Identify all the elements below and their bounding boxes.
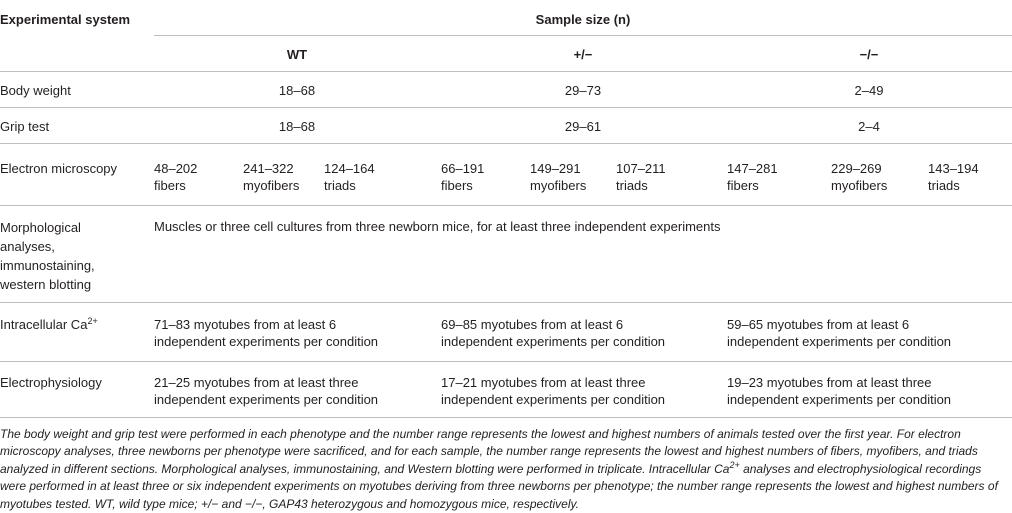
row-divider — [0, 361, 1012, 362]
row-body-weight-hom: 2–49 — [854, 83, 884, 98]
row-ca-label: Intracellular $Ca^{2+}$ — [0, 316, 98, 332]
row-ca-hom: 59–65 myotubes from at least 6 independent experiments per condition — [727, 317, 952, 349]
row-grip-label: Grip test — [0, 119, 50, 134]
row-grip-het: 29–61 — [564, 119, 602, 134]
table-bottom-rule — [0, 417, 1012, 418]
header-wt: WT — [286, 47, 308, 62]
row-em-hom-myofibers: 229–269 myofibers — [831, 161, 888, 193]
header-het: +/− — [573, 47, 593, 62]
row-em-het-myofibers: 149–291 myofibers — [530, 161, 587, 193]
header-hom: −/− — [859, 47, 879, 62]
row-em-label: Electron microscopy — [0, 161, 118, 176]
row-divider — [0, 143, 1012, 144]
row-body-weight-het: 29–73 — [564, 83, 602, 98]
row-ca-wt: 71–83 myotubes from at least 6 independent experiments per condition — [154, 317, 379, 349]
header-bottom-rule — [0, 71, 1012, 72]
row-morph-text: Muscles or three cell cultures from three newborn mice, for at least three independent experiments — [154, 219, 721, 234]
row-ca-het: 69–85 myotubes from at least 6 independent experiments per condition — [441, 317, 666, 349]
header-experimental-system: Experimental system — [0, 12, 131, 27]
row-morph-label: Morphological analyses, immunostaining, western blotting — [0, 220, 95, 292]
row-ephys-label: Electrophysiology — [0, 375, 102, 390]
row-em-wt-fibers: 48–202 fibers — [154, 161, 198, 193]
row-ephys-het: 17–21 myotubes from at least three independent experiments per condition — [441, 375, 666, 407]
row-em-het-fibers: 66–191 fibers — [441, 161, 485, 193]
row-em-hom-triads: 143–194 triads — [928, 161, 979, 193]
row-divider — [0, 205, 1012, 206]
row-divider — [0, 107, 1012, 108]
row-grip-wt: 18–68 — [278, 119, 316, 134]
header-sample-size: Sample size (n) — [535, 12, 631, 27]
header-subrule — [154, 35, 1012, 36]
row-em-wt-triads: 124–164 triads — [324, 161, 375, 193]
row-body-weight-wt: 18–68 — [278, 83, 316, 98]
table-footnote: The body weight and grip test were performed in each phenotype and the number range represents the lowest and highest numbers of animals tested over the first year. For electron microscopy analyses, three newborns per phenotype were sacrificed, and for each sample, the number range represents the lowest and highest numbers of fibers, myofibers, and triads analyzed in different sections. Morphological analyses, immunostaining, and Western blotting were performed in triplicate. Intracellular $Ca^{2+}$ analyses and electrophysiological recordings were performed in at least three or six independent experiments on myotubes deriving from three newborns per phenotype; the number range represents the lowest and highest numbers of myotubes tested. WT, wild type mice; +/− and −/−, GAP43 heterozygous and homozygous mice, respectively. — [0, 427, 998, 511]
row-em-het-triads: 107–211 triads — [616, 161, 666, 193]
row-divider — [0, 302, 1012, 303]
row-ephys-wt: 21–25 myotubes from at least three independent experiments per condition — [154, 375, 379, 407]
row-grip-hom: 2–4 — [858, 119, 880, 134]
row-ephys-hom: 19–23 myotubes from at least three independent experiments per condition — [727, 375, 952, 407]
row-em-wt-myofibers: 241–322 myofibers — [243, 161, 300, 193]
row-em-hom-fibers: 147–281 fibers — [727, 161, 778, 193]
row-body-weight-label: Body weight — [0, 83, 71, 98]
